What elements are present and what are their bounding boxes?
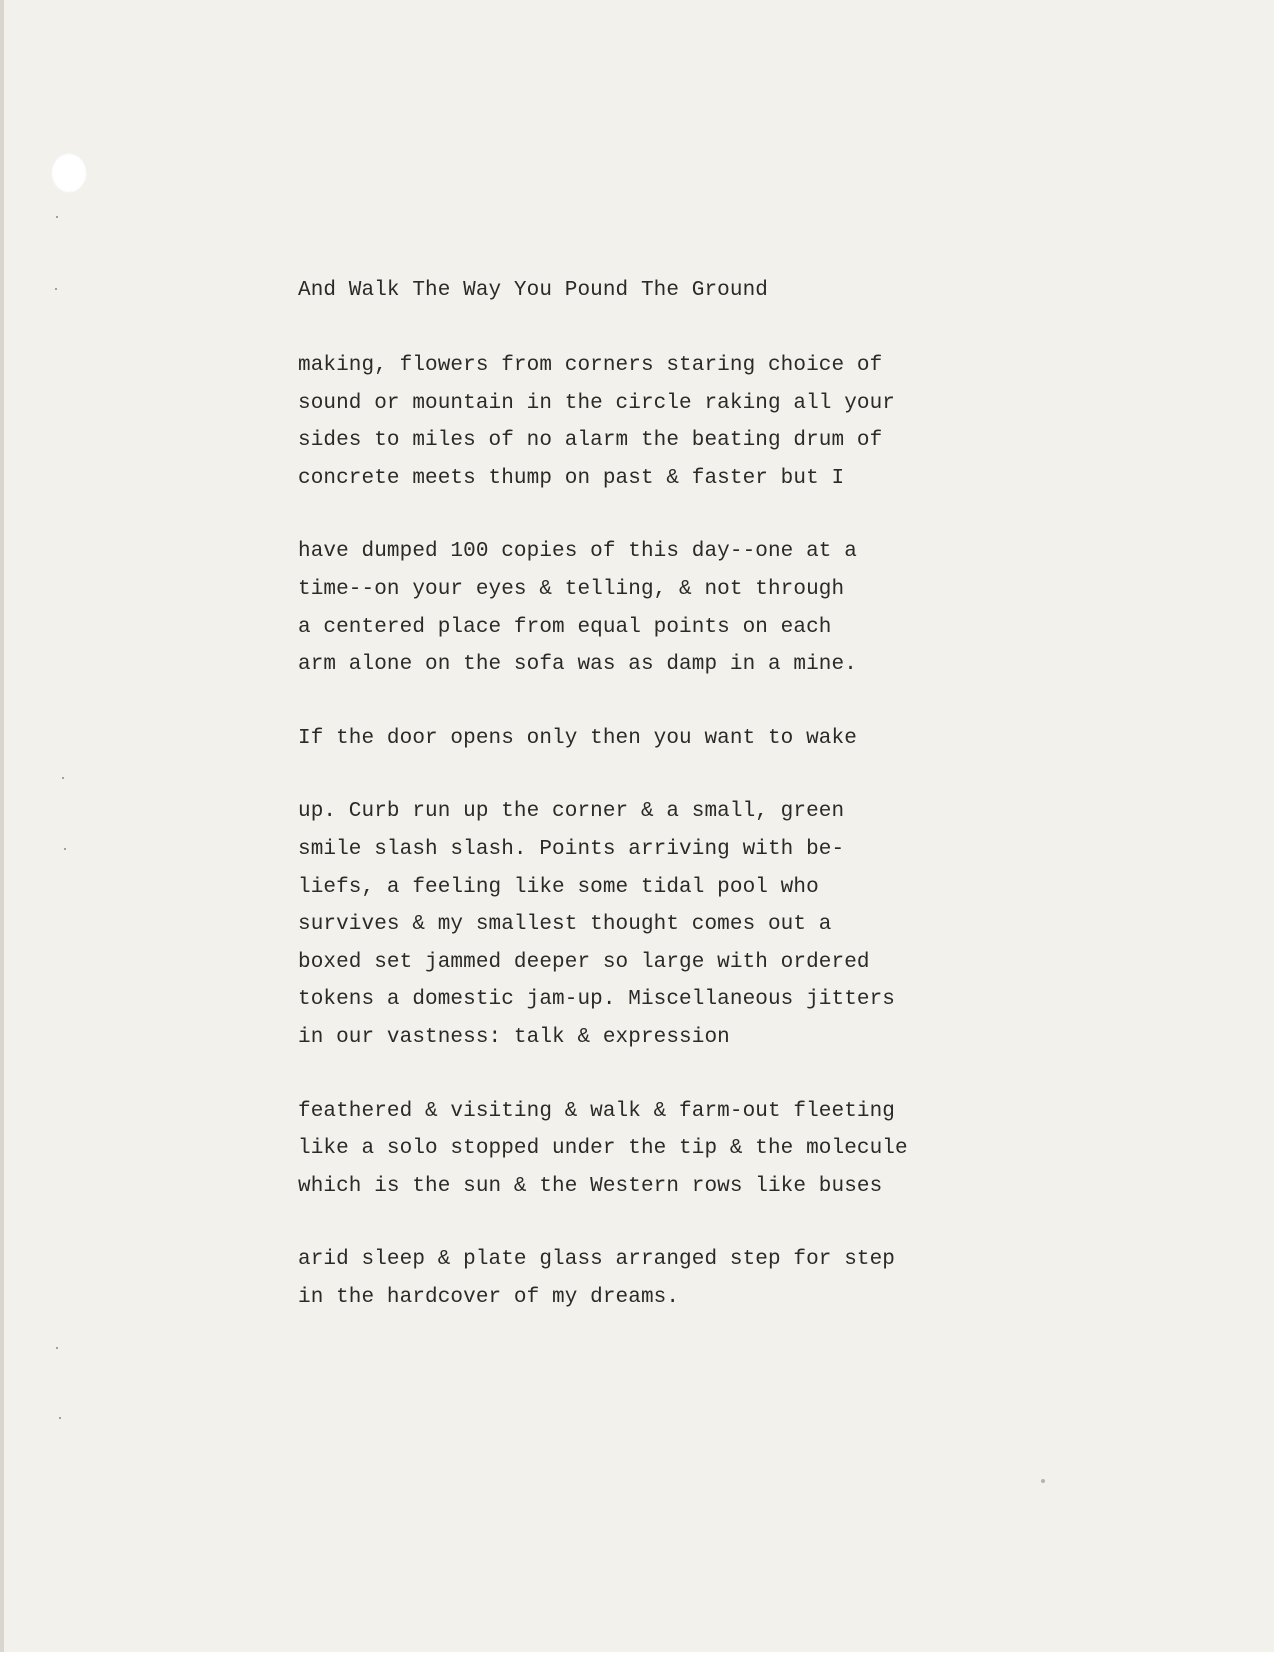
stanza — [298, 347, 938, 497]
poem-line: which is the sun & the Western rows like buses — [298, 1174, 883, 1198]
poem-body — [298, 347, 938, 1316]
poem-line: concrete meets thump on past & faster but I — [298, 466, 845, 490]
poem-line: sides to miles of no alarm the beating drum of — [298, 429, 883, 453]
paper-speck — [1041, 1479, 1045, 1483]
poem-line: in our vastness: talk & expression — [298, 1025, 730, 1049]
poem-line: a centered place from equal points on each — [298, 615, 832, 639]
stanza — [298, 1093, 938, 1206]
stanza — [298, 793, 938, 1056]
paper-speck — [64, 848, 66, 850]
poem-line: feathered & visiting & walk & farm-out fleeting — [298, 1099, 895, 1123]
poem-line: sound or mountain in the circle raking all your — [298, 391, 895, 415]
poem-line: boxed set jammed deeper so large with ordered — [298, 950, 870, 974]
poem-title: And Walk The Way You Pound The Ground — [298, 279, 768, 302]
poem-line: If the door opens only then you want to wake — [298, 726, 857, 750]
poem-line: time--on your eyes & telling, & not through — [298, 577, 845, 601]
paper-speck — [56, 216, 58, 218]
poem-line: have dumped 100 copies of this day--one at a — [298, 540, 857, 564]
poem-line: making, flowers from corners staring choice of — [298, 354, 883, 377]
stanza — [298, 1241, 938, 1316]
punch-hole — [51, 153, 87, 193]
poem-line: tokens a domestic jam-up. Miscellaneous jitters — [298, 988, 895, 1012]
stanza — [298, 533, 938, 683]
paper-speck — [62, 777, 64, 779]
poem-line: in the hardcover of my dreams. — [298, 1285, 680, 1309]
page-left-edge — [0, 0, 4, 1658]
page-bottom-edge — [0, 1652, 1274, 1658]
paper-speck — [56, 1347, 58, 1349]
poem-line: like a solo stopped under the tip & the molecule — [298, 1137, 908, 1161]
poem-line: liefs, a feeling like some tidal pool who — [298, 875, 819, 899]
paper-speck — [59, 1417, 61, 1419]
poem-line: up. Curb run up the corner & a small, green — [298, 800, 845, 824]
poem-line: arid sleep & plate glass arranged step for step — [298, 1248, 895, 1272]
poem-line: survives & my smallest thought comes out a — [298, 913, 832, 937]
poem-line: smile slash slash. Points arriving with be- — [298, 837, 845, 861]
poem-line: arm alone on the sofa was as damp in a mine. — [298, 653, 857, 677]
poem — [298, 272, 938, 1352]
stanza — [298, 720, 938, 758]
paper-speck — [55, 288, 57, 290]
